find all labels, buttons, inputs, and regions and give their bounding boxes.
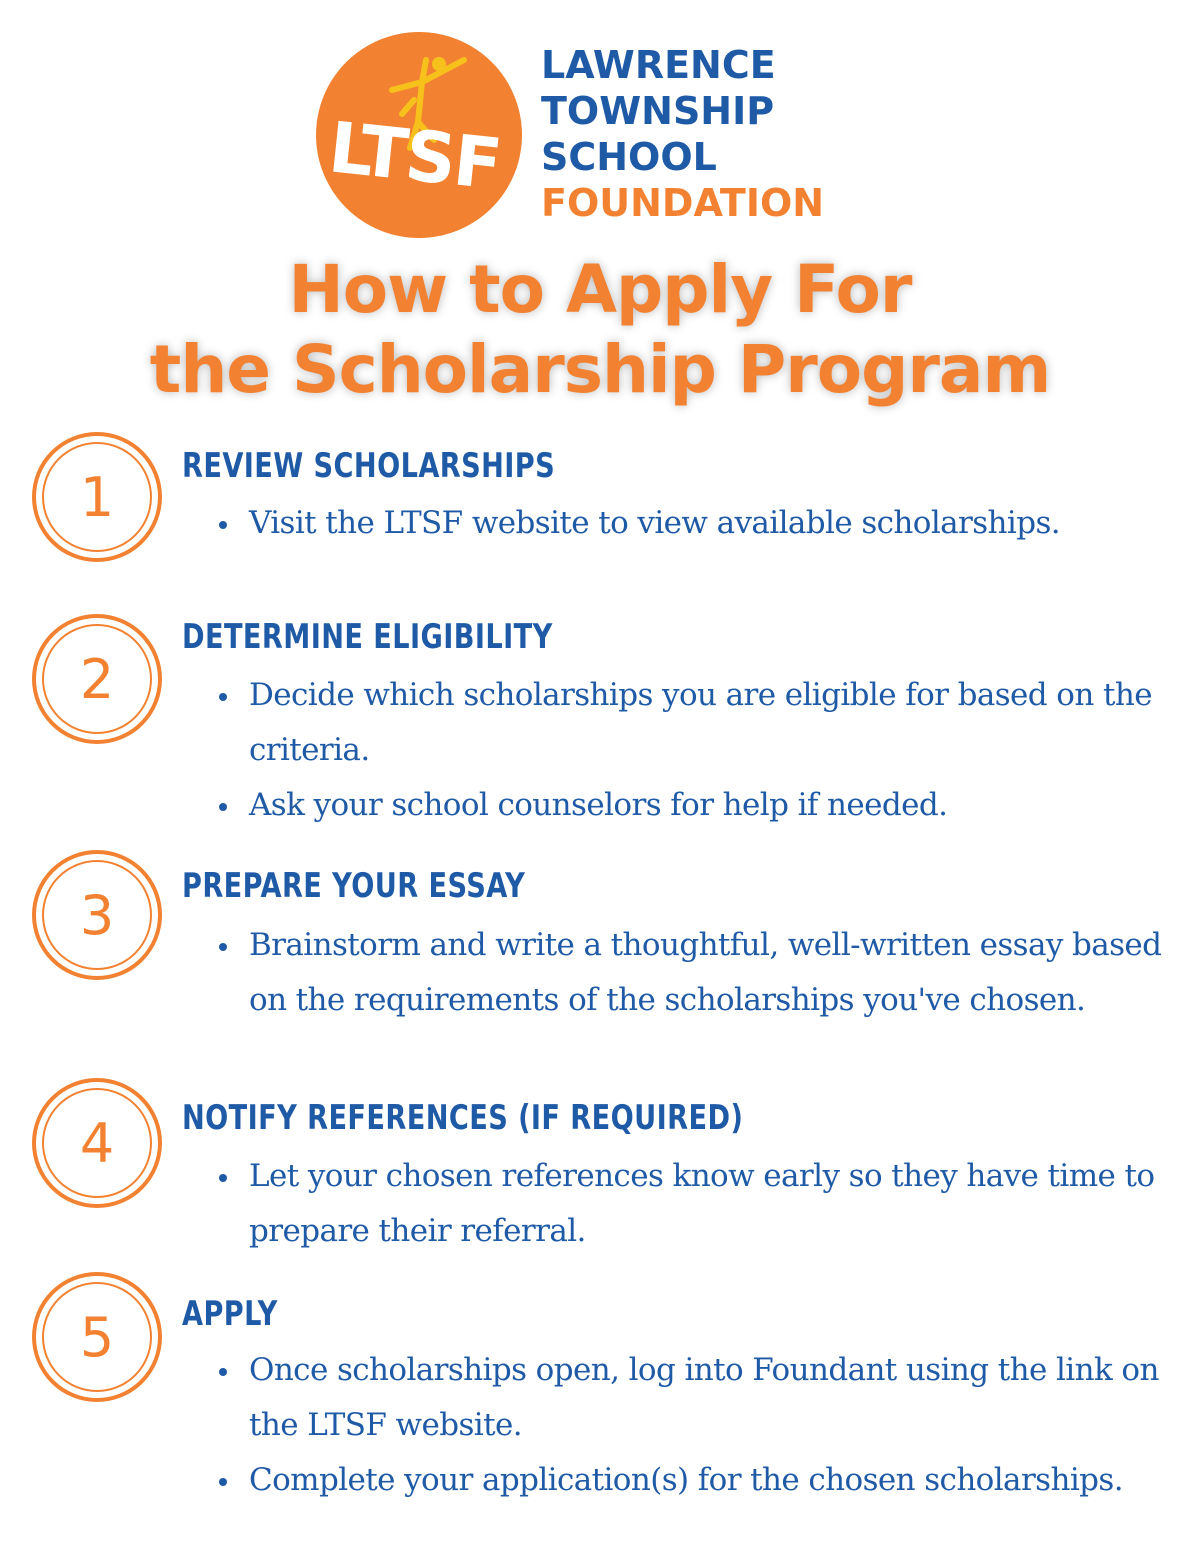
step-heading: REVIEW SCHOLARSHIPS: [182, 446, 556, 486]
step-bullet-list: [215, 1149, 1175, 1259]
logo-wordmark: [541, 42, 824, 226]
step-heading: DETERMINE ELIGIBILITY: [182, 617, 553, 657]
step-number-circle: [30, 430, 164, 564]
bullet-item: Let your chosen references know early so they have time to prepare their referral.: [215, 1149, 1175, 1259]
step-heading: APPLY: [182, 1294, 278, 1334]
step-number: 1: [79, 466, 115, 529]
bullet-item: Brainstorm and write a thoughtful, well-written essay based on the requirements of the scholarships you've chosen.: [215, 918, 1175, 1028]
step-number-circle: [30, 612, 164, 746]
wordmark-line: LAWRENCE: [541, 43, 776, 87]
step-heading: NOTIFY REFERENCES (IF REQUIRED): [182, 1098, 744, 1138]
bullet-item: Complete your application(s) for the chosen scholarships.: [215, 1453, 1175, 1508]
ltsf-logo: [314, 30, 524, 240]
bullet-item: Once scholarships open, log into Foundant using the link on the LTSF website.: [215, 1343, 1175, 1453]
step-number: 5: [79, 1306, 115, 1369]
step-bullet-list: [215, 668, 1175, 833]
wordmark-line: SCHOOL: [541, 135, 717, 179]
step-number-circle: [30, 848, 164, 982]
step-number: 4: [79, 1112, 115, 1175]
title-line: How to Apply For: [288, 251, 912, 328]
step-number: 3: [79, 884, 115, 947]
bullet-item: Ask your school counselors for help if needed.: [215, 778, 1175, 833]
page-title: [0, 250, 1200, 410]
step-bullet-list: [215, 918, 1175, 1028]
logo-badge-text: LTSF: [325, 106, 504, 206]
bullet-item: Visit the LTSF website to view available scholarships.: [215, 496, 1175, 551]
wordmark-line: TOWNSHIP: [541, 89, 775, 133]
step-number-circle: [30, 1076, 164, 1210]
bullet-item: Decide which scholarships you are eligible for based on the criteria.: [215, 668, 1175, 778]
step-heading: PREPARE YOUR ESSAY: [182, 866, 526, 906]
step-number-circle: [30, 1270, 164, 1404]
step-number: 2: [79, 648, 115, 711]
title-line: the Scholarship Program: [149, 331, 1051, 408]
step-bullet-list: [215, 496, 1175, 551]
wordmark-line: FOUNDATION: [541, 181, 825, 225]
step-bullet-list: [215, 1343, 1175, 1508]
